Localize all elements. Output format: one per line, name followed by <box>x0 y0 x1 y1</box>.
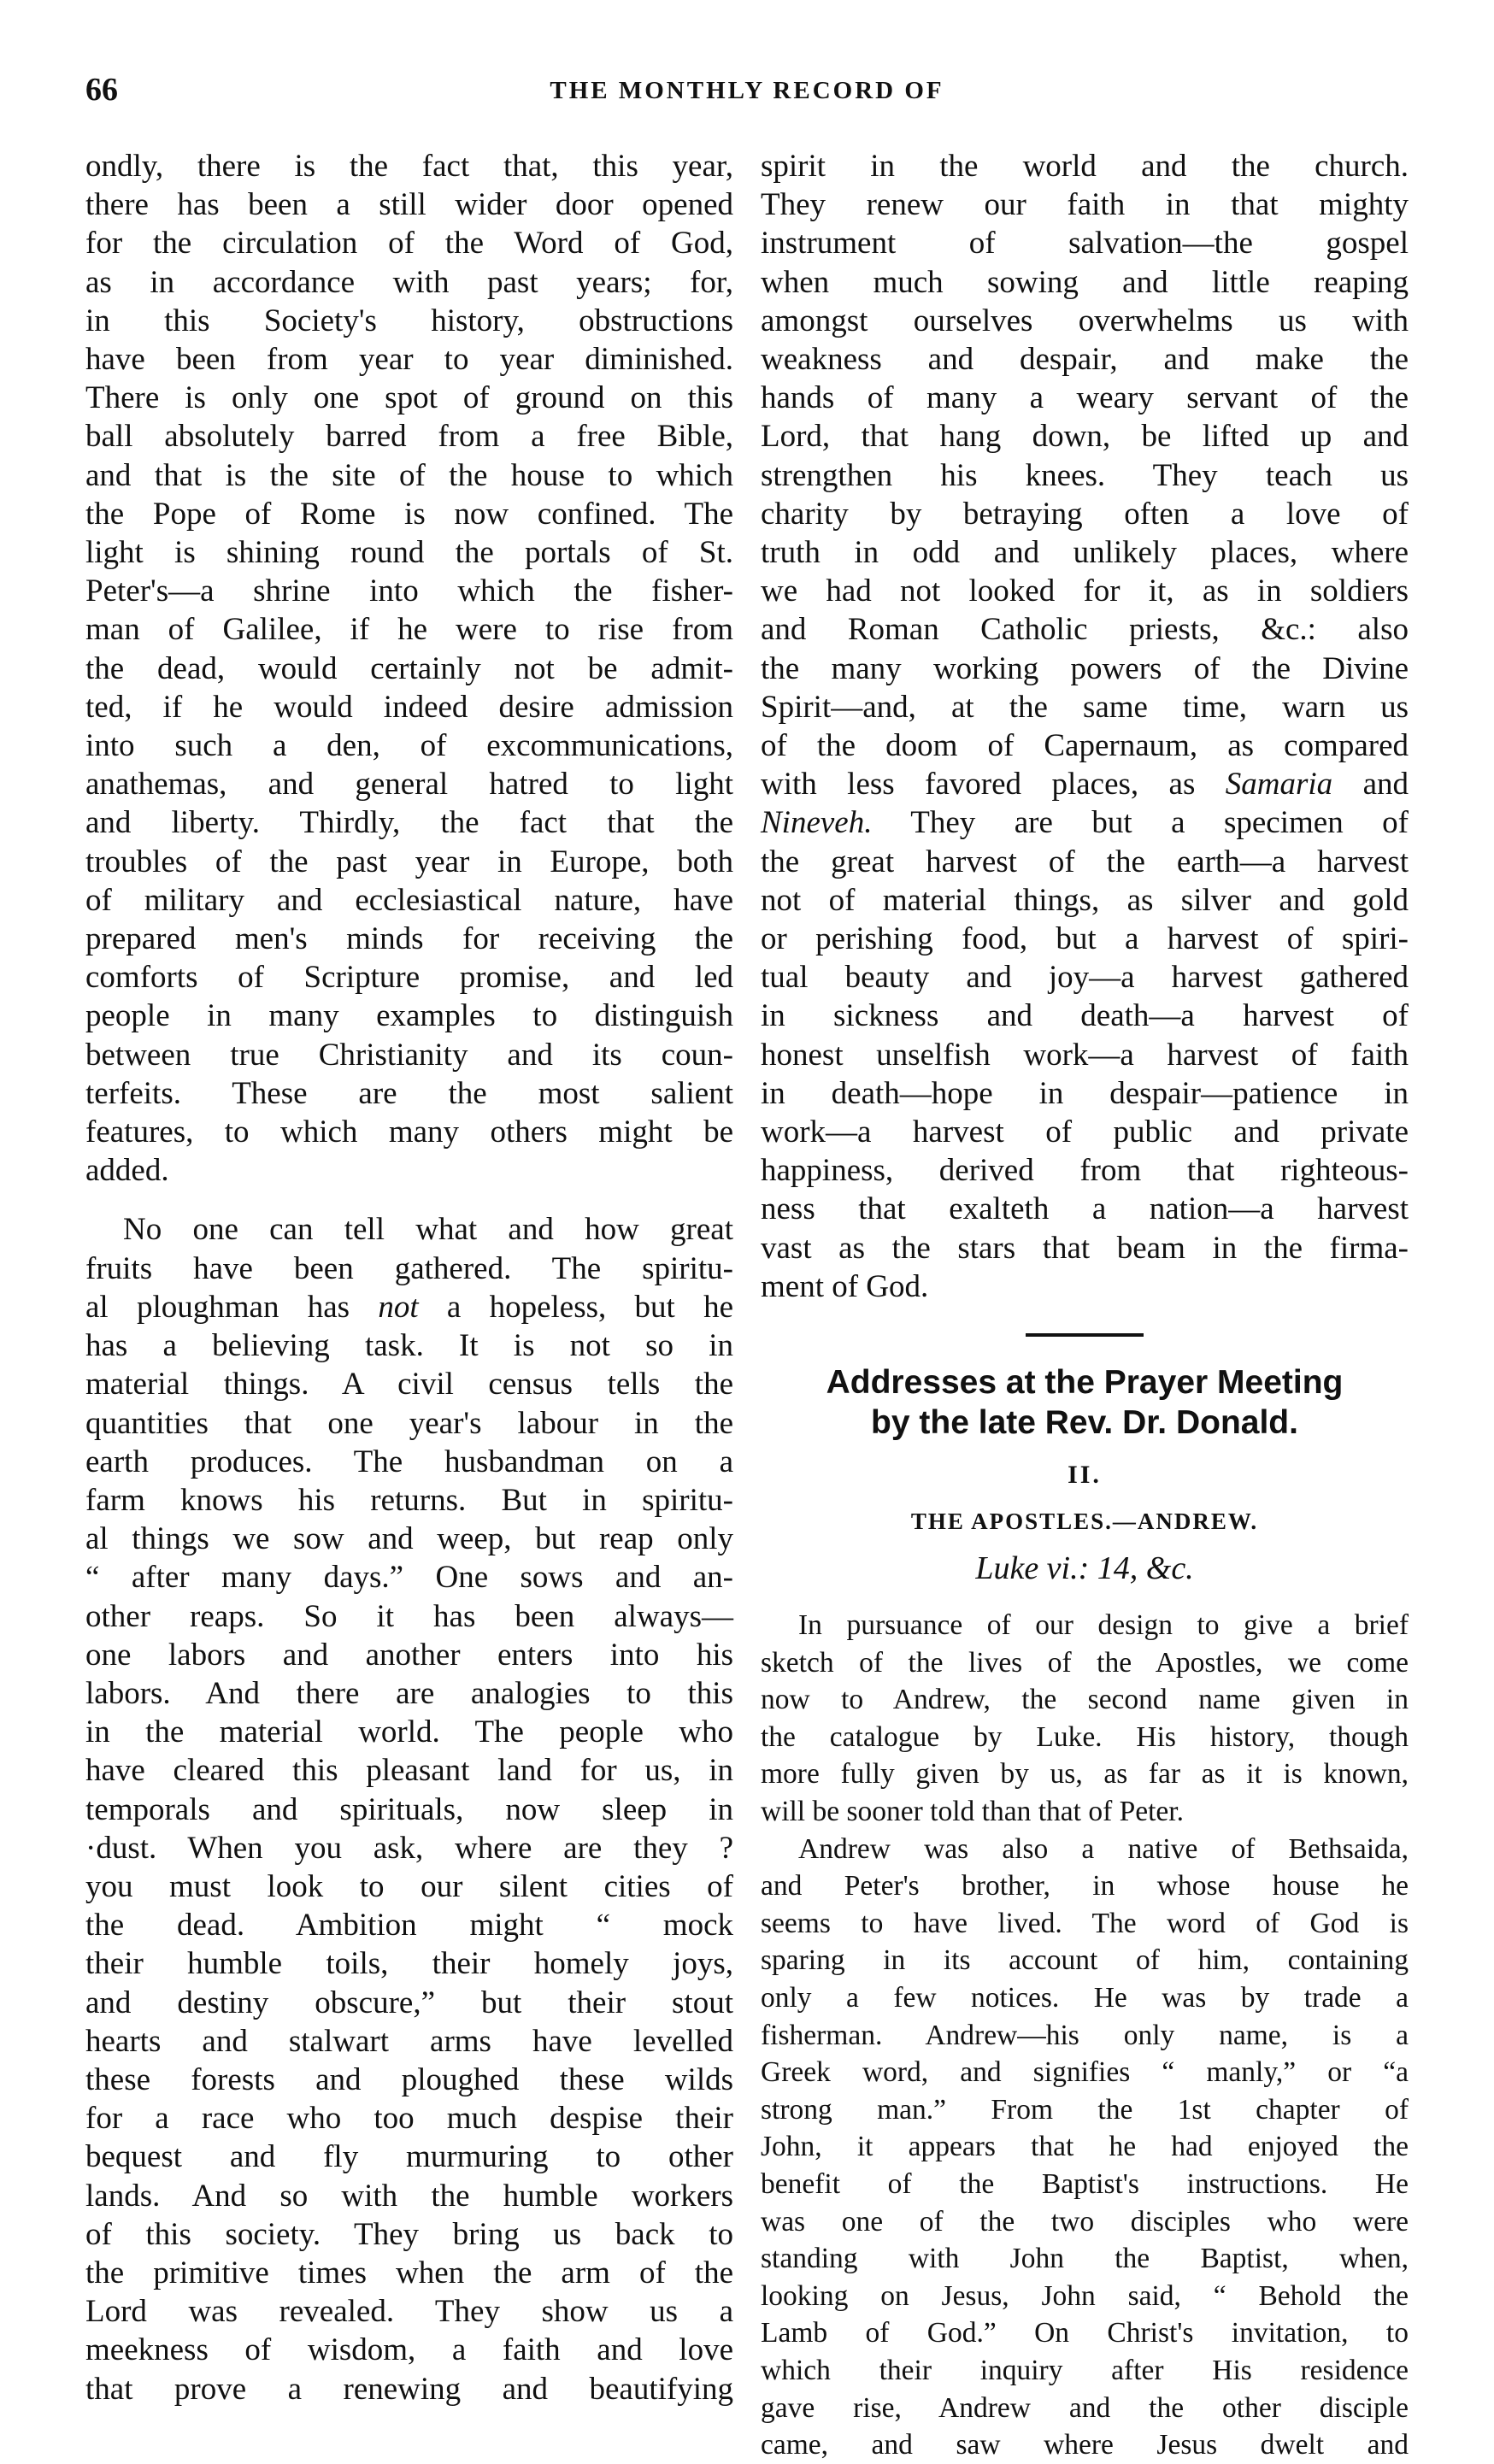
paragraph-continued <box>761 147 1409 1306</box>
text-line: there has been a still wider door opened <box>85 187 733 223</box>
paragraph <box>761 1831 1409 2464</box>
text-line: and Roman Catholic priests, &c.: also <box>761 612 1409 648</box>
text-line: John, it appears that he had enjoyed the <box>761 2131 1409 2163</box>
text-line: Andrew was also a native of Bethsaida, <box>798 1832 1409 1865</box>
text-line: troubles of the past year in Europe, both <box>85 844 733 879</box>
text-line <box>761 765 1409 803</box>
paragraph <box>85 1210 733 2408</box>
text-line: and liberty. Thirdly, the fact that the <box>85 805 733 841</box>
text-line: only a few notices. He was by trade a <box>761 1982 1409 2014</box>
text-line: bequest and fly murmuring to other <box>85 2139 733 2175</box>
text-line: “ after many days.” One sows and an- <box>85 1560 733 1596</box>
text-line: came, and saw where Jesus dwelt and <box>761 2429 1409 2461</box>
text-line: comforts of Scripture promise, and led <box>85 960 733 996</box>
text-line: of the doom of Capernaum, as compared <box>761 728 1409 764</box>
text-line: of this society. They bring us back to <box>85 2216 733 2252</box>
text-line: Lord was revealed. They show us a <box>85 2294 733 2330</box>
text-line: or perishing food, but a harvest of spiri- <box>761 921 1409 957</box>
text-line: one labors and another enters into his <box>85 1637 733 1673</box>
text-line: No one can tell what and how great <box>123 1212 733 1248</box>
text-line: added. <box>85 1153 169 1189</box>
text-line: labors. And there are analogies to this <box>85 1675 733 1711</box>
text-line: their humble toils, their homely joys, <box>85 1946 733 1982</box>
text-line: standing with John the Baptist, when, <box>761 2243 1409 2275</box>
text-line: fruits have been gathered. The spiritu- <box>85 1250 733 1286</box>
emphasis: Nineveh. <box>761 805 873 841</box>
scripture-reference: Luke vi.: 14, &c. <box>975 1550 1194 1587</box>
text-line: hands of many a weary servant of the <box>761 380 1409 416</box>
text-line: Peter's—a shrine into which the fisher- <box>85 573 733 609</box>
page-header <box>85 70 1409 113</box>
text-line: the dead. Ambition might “ mock <box>85 1908 733 1944</box>
text-line: of military and ecclesiastical nature, have <box>85 882 733 918</box>
text-line: benefit of the Baptist's instructions. He <box>761 2168 1409 2200</box>
text-line: which their inquiry after His residence <box>761 2354 1409 2386</box>
text-line: instrument of salvation—the gospel <box>761 226 1409 262</box>
text-line: hearts and stalwart arms have levelled <box>85 2023 733 2059</box>
article-title: by the late Rev. Dr. Donald. <box>871 1404 1298 1442</box>
text-run: They are but a specimen of <box>872 805 1409 841</box>
text-line: was one of the two disciples who were <box>761 2205 1409 2238</box>
left-column <box>85 147 733 2408</box>
text-line: more fully given by us, as far as it is known, <box>761 1758 1409 1791</box>
text-line: Lamb of God.” On Christ's invitation, to <box>761 2317 1409 2349</box>
text-line: and Peter's brother, in whose house he <box>761 1870 1409 1902</box>
text-line: into such a den, of excommunications, <box>85 728 733 764</box>
emphasis: Samaria <box>1225 767 1333 803</box>
text-line: we had not looked for it, as in soldiers <box>761 573 1409 609</box>
text-line: prepared men's minds for receiving the <box>85 921 733 957</box>
text-line: strengthen his knees. They teach us <box>761 457 1409 493</box>
article-subtitle: THE APOSTLES.—ANDREW. <box>910 1508 1259 1535</box>
text-line: ted, if he would indeed desire admission <box>85 689 733 725</box>
right-column <box>761 147 1409 2464</box>
text-line: that prove a renewing and beautifying <box>85 2371 733 2407</box>
text-line: ondly, there is the fact that, this year, <box>85 149 733 184</box>
text-line: you must look to our silent cities of <box>85 1868 733 1904</box>
text-line: for a race who too much despise their <box>85 2101 733 2137</box>
text-line: have cleared this pleasant land for us, in <box>85 1753 733 1789</box>
text-line: these forests and ploughed these wilds <box>85 2061 733 2097</box>
text-run: and <box>1332 767 1409 803</box>
text-line: the many working powers of the Divine <box>761 650 1409 686</box>
text-line: in sickness and death—a harvest of <box>761 998 1409 1034</box>
text-line: farm knows his returns. But in spiritu- <box>85 1482 733 1518</box>
text-line: meekness of wisdom, a faith and love <box>85 2332 733 2368</box>
text-line: the Pope of Rome is now confined. The <box>85 496 733 532</box>
text-line <box>761 803 1409 842</box>
text-line: al things we sow and weep, but reap only <box>85 1521 733 1557</box>
paragraph-gap <box>85 1190 733 1210</box>
text-line: Lord, that hang down, be lifted up and <box>761 419 1409 455</box>
text-line: sparing in its account of him, containing <box>761 1944 1409 1977</box>
text-line: work—a harvest of public and private <box>761 1114 1409 1150</box>
text-line: other reaps. So it has been always— <box>85 1598 733 1634</box>
text-line: for the circulation of the Word of God, <box>85 226 733 262</box>
text-line: as in accordance with past years; for, <box>85 264 733 300</box>
text-run: with less favored places, as <box>761 767 1226 803</box>
text-run: al ploughman has <box>85 1289 379 1325</box>
text-line: sketch of the lives of the Apostles, we come <box>761 1646 1409 1679</box>
text-line: the dead, would certainly not be admit- <box>85 650 733 686</box>
article-header <box>761 1362 1409 1588</box>
text-line: terfeits. These are the most salient <box>85 1075 733 1111</box>
text-line: people in many examples to distinguish <box>85 998 733 1034</box>
text-line: the great harvest of the earth—a harvest <box>761 844 1409 879</box>
text-line: and destiny obscure,” but their stout <box>85 1985 733 2020</box>
text-line: gave rise, Andrew and the other disciple <box>761 2391 1409 2424</box>
text-line: features, to which many others might be <box>85 1114 733 1150</box>
text-line: and that is the site of the house to which <box>85 457 733 493</box>
text-line: charity by betraying often a love of <box>761 496 1409 532</box>
text-line: ment of God. <box>761 1268 929 1304</box>
text-line: the catalogue by Luke. His history, though <box>761 1720 1409 1753</box>
emphasis: not <box>378 1289 419 1325</box>
text-line: They renew our faith in that mighty <box>761 187 1409 223</box>
text-line: in this Society's history, obstructions <box>85 303 733 338</box>
text-line: ·dust. When you ask, where are they ? <box>85 1830 733 1866</box>
text-line: spirit in the world and the church. <box>761 149 1409 184</box>
page-number: 66 <box>85 72 118 108</box>
text-line: man of Galilee, if he were to rise from <box>85 612 733 648</box>
text-line: fisherman. Andrew—his only name, is a <box>761 2019 1409 2051</box>
text-line: happiness, derived from that righteous- <box>761 1153 1409 1189</box>
text-line <box>85 1288 733 1326</box>
text-line: between true Christianity and its coun- <box>85 1037 733 1073</box>
text-line: strong man.” From the 1st chapter of <box>761 2093 1409 2126</box>
article-title: Addresses at the Prayer Meeting <box>826 1364 1344 1402</box>
text-line: temporals and spirituals, now sleep in <box>85 1791 733 1827</box>
text-line: vast as the stars that beam in the firma- <box>761 1230 1409 1266</box>
text-line: Greek word, and signifies “ manly,” or “a <box>761 2056 1409 2089</box>
text-line: ball absolutely barred from a free Bible, <box>85 419 733 455</box>
text-line: will be sooner told than that of Peter. <box>761 1796 1184 1828</box>
text-line: tual beauty and joy—a harvest gathered <box>761 960 1409 996</box>
text-line: quantities that one year's labour in the <box>85 1405 733 1441</box>
text-line: the primitive times when the arm of the <box>85 2255 733 2291</box>
text-line: There is only one spot of ground on this <box>85 380 733 416</box>
text-line: in death—hope in despair—patience in <box>761 1075 1409 1111</box>
text-line: have been from year to year diminished. <box>85 342 733 378</box>
text-line: anathemas, and general hatred to light <box>85 767 733 803</box>
text-line: light is shining round the portals of St. <box>85 535 733 571</box>
section-divider <box>1026 1333 1144 1337</box>
text-line: in the material world. The people who <box>85 1714 733 1750</box>
text-line: amongst ourselves overwhelms us with <box>761 303 1409 338</box>
text-run: a hopeless, but he <box>418 1289 733 1325</box>
running-head: THE MONTHLY RECORD OF <box>550 77 944 104</box>
paragraph <box>761 1607 1409 1831</box>
text-line: looking on Jesus, John said, “ Behold the <box>761 2279 1409 2312</box>
article-number: II. <box>1068 1461 1102 1490</box>
text-line: when much sowing and little reaping <box>761 264 1409 300</box>
text-line: lands. And so with the humble workers <box>85 2178 733 2214</box>
text-line: ness that exalteth a nation—a harvest <box>761 1191 1409 1227</box>
text-line: honest unselfish work—a harvest of faith <box>761 1037 1409 1073</box>
text-line: Spirit—and, at the same time, warn us <box>761 689 1409 725</box>
text-line: material things. A civil census tells the <box>85 1367 733 1403</box>
text-line: has a believing task. It is not so in <box>85 1328 733 1364</box>
text-line: not of material things, as silver and gold <box>761 882 1409 918</box>
text-line: now to Andrew, the second name given in <box>761 1684 1409 1716</box>
paragraph-continued <box>85 147 733 1190</box>
text-line: truth in odd and unlikely places, where <box>761 535 1409 571</box>
text-line: seems to have lived. The word of God is <box>761 1907 1409 1939</box>
text-line: earth produces. The husbandman on a <box>85 1444 733 1479</box>
text-line: weakness and despair, and make the <box>761 342 1409 378</box>
text-line: In pursuance of our design to give a brief <box>798 1609 1409 1642</box>
